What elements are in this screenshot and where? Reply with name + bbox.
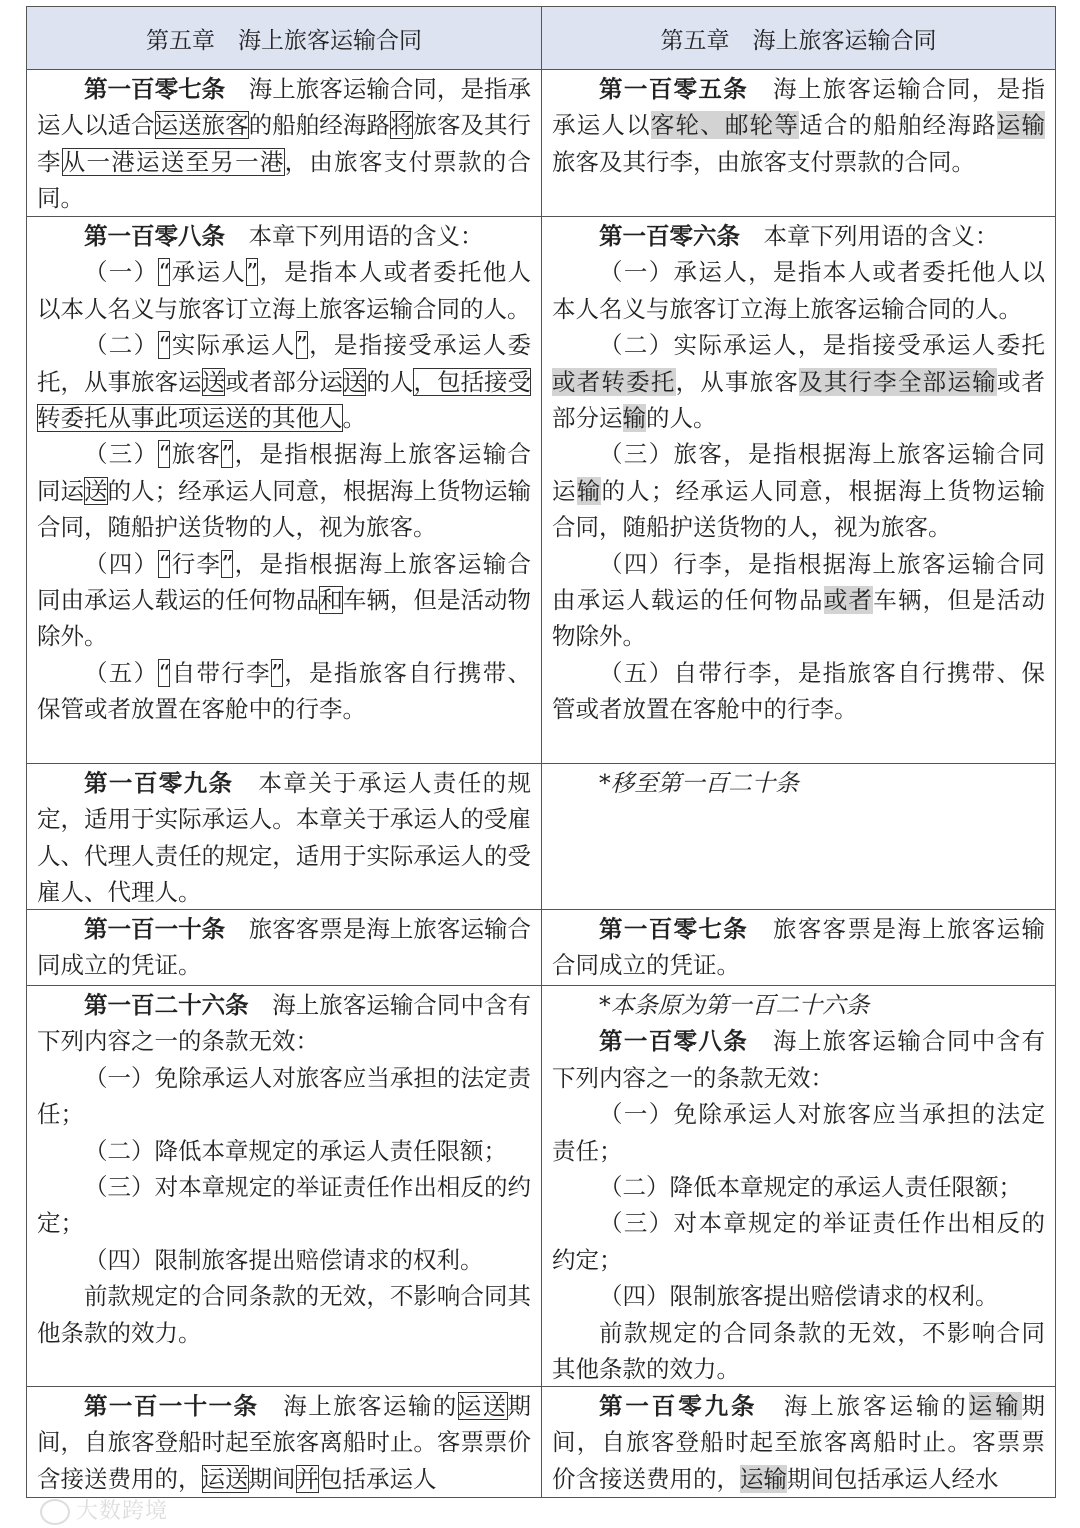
boxed-change: “ xyxy=(158,549,171,578)
text-segment: 本章下列用语的含义： xyxy=(740,222,999,250)
text-segment: 期间包括承运人经水 xyxy=(787,1464,999,1493)
boxed-change: ” xyxy=(246,258,259,287)
table-row xyxy=(27,986,1056,1387)
text-segment: 旅客 xyxy=(170,440,222,469)
table-row xyxy=(27,217,1056,764)
article-number: 第一百一十条 xyxy=(84,915,226,943)
cell-content xyxy=(37,71,531,215)
paragraph xyxy=(37,436,531,545)
text-segment: 包括承运人 xyxy=(319,1464,437,1493)
text-segment: 本章关于承运人责任的规定，适用于实际承运人。本章关于承运人的受雇人、代理人责任的规定，适用于实际承运人的受雇人、代理人。 xyxy=(37,769,531,907)
text-segment: 本章下列用语的含义： xyxy=(225,222,484,250)
article-number: 第一百零八条 xyxy=(599,1027,749,1056)
paragraph xyxy=(552,327,1045,436)
text-segment: （一）免除承运人对旅客应当承担的法定责任； xyxy=(37,1063,531,1129)
paragraph xyxy=(552,1315,1045,1385)
article-number: 第一百零九条 xyxy=(599,1392,758,1420)
paragraph xyxy=(37,1278,531,1351)
watermark xyxy=(40,1494,168,1525)
highlighted-change: 运输 xyxy=(740,1464,787,1493)
paragraph xyxy=(552,655,1045,728)
text-segment: 期间，自旅客登船时起至旅客离船时止。客票票价含接送费用的， xyxy=(37,1392,531,1493)
new-law-cell xyxy=(542,217,1056,764)
boxed-change: “ xyxy=(158,331,171,360)
text-segment: （三）旅客，是指根据海上旅客运输合同运 xyxy=(552,440,1045,505)
article-number: 第一百二十六条 xyxy=(84,991,249,1019)
cell-content xyxy=(552,71,1045,215)
paragraph xyxy=(37,911,531,984)
text-segment: ，是指本人或者委托他人以本人名义与旅客订立海上旅客运输合同的人。 xyxy=(37,258,531,323)
text-segment: 承运人 xyxy=(170,258,247,287)
text-segment: 或者部分运 xyxy=(552,367,1045,433)
table-row xyxy=(27,1387,1056,1498)
text-segment: （二）实际承运人，是指接受承运人委托 xyxy=(599,331,1045,360)
header-old-law: 第五章 海上旅客运输合同 xyxy=(27,7,542,70)
cell-content xyxy=(552,987,1045,1385)
cell-content xyxy=(37,911,531,984)
boxed-change: 运送 xyxy=(201,1464,249,1493)
paragraph xyxy=(552,71,1045,180)
paragraph xyxy=(552,1388,1045,1496)
boxed-change: 送 xyxy=(201,367,226,396)
boxed-change: 运送 xyxy=(457,1392,508,1420)
text-segment: 期间 xyxy=(248,1464,296,1493)
cell-content xyxy=(552,911,1045,984)
text-segment: （二）降低本章规定的承运人责任限额； xyxy=(84,1136,507,1165)
text-segment: （三）对本章规定的举证责任作出相反的约定； xyxy=(552,1209,1045,1274)
boxed-change: “ xyxy=(158,440,171,469)
new-law-cell xyxy=(542,764,1056,910)
text-segment: 自带行李 xyxy=(170,658,271,687)
boxed-change: ” xyxy=(295,331,308,360)
text-segment: （一）承运人，是指本人或者委托他人以本人名义与旅客订立海上旅客运输合同的人。 xyxy=(552,258,1045,323)
paragraph xyxy=(552,218,1045,254)
boxed-change: ” xyxy=(221,549,234,578)
text-segment: （五） xyxy=(84,658,159,687)
paragraph xyxy=(37,987,531,1060)
article-number: 第一百零六条 xyxy=(599,222,740,250)
highlighted-change: 客轮、邮轮等 xyxy=(650,111,800,140)
text-segment: 海上旅客运输合同中含有下列内容之一的条款无效： xyxy=(37,991,531,1056)
paragraph xyxy=(552,1096,1045,1169)
text-segment: ，是指根据海上旅客运输合同由承运人载运的任何物品 xyxy=(37,549,531,615)
text-segment: 海上旅客运输合同，是指承运人以 xyxy=(552,75,1045,140)
paragraph xyxy=(552,1169,1045,1205)
old-law-cell xyxy=(27,217,542,764)
highlighted-change: 运输 xyxy=(996,111,1045,140)
text-segment: （三） xyxy=(84,440,159,469)
cell-content xyxy=(37,765,531,908)
boxed-change: ，包括接受转委托从事此项运送的其他人 xyxy=(37,367,531,433)
text-segment: 车辆，但是活动物除外。 xyxy=(552,586,1045,651)
article-number: 第一百一十一条 xyxy=(84,1392,259,1420)
paragraph xyxy=(37,71,531,215)
text-segment: 海上旅客运输合同中含有下列内容之一的条款无效： xyxy=(552,1027,1045,1092)
table-row xyxy=(27,910,1056,986)
header-new-law: 第五章 海上旅客运输合同 xyxy=(542,7,1056,70)
text-segment: （三）对本章规定的举证责任作出相反的约定； xyxy=(37,1173,531,1238)
cell-content xyxy=(552,218,1045,762)
editor-note: *本条原为第一百二十六条 xyxy=(599,991,870,1019)
text-segment: 车辆，但是活动物除外。 xyxy=(37,586,531,651)
watermark-logo-icon xyxy=(40,1499,70,1525)
new-law-cell xyxy=(542,1387,1056,1498)
text-segment: 的人；经承运人同意，根据海上货物运输合同，随船护送货物的人，视为旅客。 xyxy=(37,476,531,542)
boxed-change: “ xyxy=(158,258,171,287)
text-segment: 前款规定的合同条款的无效，不影响合同其他条款的效力。 xyxy=(552,1318,1045,1384)
text-segment: （一） xyxy=(84,258,159,287)
text-segment: ，是指接受承运人委托，从事旅客运 xyxy=(37,331,531,396)
table-row xyxy=(27,70,1056,217)
cell-content xyxy=(552,765,1045,908)
article-number: 第一百零八条 xyxy=(84,222,225,250)
paragraph xyxy=(552,1023,1045,1096)
article-number: 第一百零七条 xyxy=(599,915,749,943)
text-segment: 旅客及其行李 xyxy=(37,111,531,176)
paragraph xyxy=(37,327,531,436)
boxed-change: “ xyxy=(158,658,171,687)
editor-note: *移至第一百二十条 xyxy=(599,769,799,797)
text-segment: 。 xyxy=(342,404,366,433)
text-segment: 或者部分运 xyxy=(225,367,343,396)
text-segment: 实际承运人 xyxy=(170,331,296,360)
paragraph xyxy=(37,655,531,728)
paragraph xyxy=(37,1060,531,1133)
new-law-cell xyxy=(542,910,1056,986)
text-segment: ，由旅客支付票款的合同。 xyxy=(37,147,531,213)
paragraph xyxy=(552,987,1045,1023)
paragraph xyxy=(37,218,531,254)
text-segment: 的人；经承运人同意，根据海上货物运输合同，随船护送货物的人，视为旅客。 xyxy=(552,476,1045,542)
text-segment: 适合的船舶经海路 xyxy=(799,111,997,140)
boxed-change: 并 xyxy=(295,1464,319,1493)
paragraph xyxy=(37,1169,531,1242)
text-segment: 旅客及其行李，由旅客支付票款的合同。 xyxy=(552,147,975,176)
text-segment: （四）限制旅客提出赔偿请求的权利。 xyxy=(84,1245,484,1274)
cell-content xyxy=(37,218,531,762)
highlighted-change: 或者 xyxy=(823,586,874,615)
paragraph xyxy=(552,1278,1045,1314)
highlighted-change: 输 xyxy=(576,476,602,505)
new-law-cell xyxy=(542,70,1056,217)
paragraph xyxy=(552,254,1045,327)
watermark-text: 大数跨境 xyxy=(76,1499,169,1524)
boxed-change: 将 xyxy=(389,111,414,140)
new-law-cell xyxy=(542,986,1056,1387)
text-segment: 的船舶经海路 xyxy=(248,111,390,140)
paragraph xyxy=(37,254,531,327)
paragraph xyxy=(37,765,531,908)
paragraph xyxy=(552,765,1045,801)
boxed-change: 从一港运送至另一港 xyxy=(61,147,285,176)
text-segment: 海上旅客运输的 xyxy=(757,1392,969,1420)
paragraph xyxy=(552,436,1045,545)
cell-content xyxy=(37,1388,531,1496)
text-segment: ，从事旅客 xyxy=(675,367,800,396)
text-segment: 的人。 xyxy=(646,404,717,433)
text-segment: （四）限制旅客提出赔偿请求的权利。 xyxy=(599,1282,999,1311)
paragraph xyxy=(37,546,531,655)
old-law-cell xyxy=(27,910,542,986)
paragraph xyxy=(37,1242,531,1278)
highlighted-change: 或者转委托 xyxy=(552,367,676,396)
table-body xyxy=(27,70,1056,1498)
boxed-change: 送 xyxy=(342,367,367,396)
article-number: 第一百零五条 xyxy=(599,75,749,103)
text-segment: 期间，自旅客登船时起至旅客离船时止。客票票价含接送费用的， xyxy=(552,1392,1045,1493)
text-segment: （四）行李，是指根据海上旅客运输合同由承运人载运的任何物品 xyxy=(552,549,1045,615)
boxed-change: 运送旅客 xyxy=(154,111,249,140)
text-segment: 行李 xyxy=(170,549,222,578)
paragraph xyxy=(37,1133,531,1169)
text-segment: ，是指根据海上旅客运输合同运 xyxy=(37,440,531,505)
article-number: 第一百零七条 xyxy=(84,75,226,103)
boxed-change: ” xyxy=(270,658,283,687)
paragraph xyxy=(552,911,1045,984)
text-segment: 海上旅客运输合同，是指承运人以适合 xyxy=(37,75,531,140)
paragraph xyxy=(552,1205,1045,1278)
paragraph xyxy=(552,546,1045,655)
old-law-cell xyxy=(27,1387,542,1498)
highlighted-change: 及其行李全部运输 xyxy=(799,367,997,396)
table-row xyxy=(27,764,1056,910)
text-segment: （五）自带行李，是指旅客自行携带、保管或者放置在客舱中的行李。 xyxy=(552,658,1045,724)
text-segment: ，是指旅客自行携带、保管或者放置在客舱中的行李。 xyxy=(37,658,531,724)
cell-content xyxy=(37,987,531,1385)
text-segment: 的人 xyxy=(366,367,414,396)
text-segment: （一）免除承运人对旅客应当承担的法定责任； xyxy=(552,1100,1045,1165)
boxed-change: 和 xyxy=(319,586,343,615)
text-segment: （二）降低本章规定的承运人责任限额； xyxy=(599,1173,1022,1202)
old-law-cell xyxy=(27,986,542,1387)
old-law-cell xyxy=(27,70,542,217)
text-segment: 旅客客票是海上旅客运输合同成立的凭证。 xyxy=(37,915,531,980)
cell-content xyxy=(552,1388,1045,1496)
text-segment: 前款规定的合同条款的无效，不影响合同其他条款的效力。 xyxy=(37,1282,531,1347)
comparison-table xyxy=(26,6,1056,1498)
highlighted-change: 输 xyxy=(622,404,646,433)
text-segment: （二） xyxy=(84,331,159,360)
text-segment: 海上旅客运输的 xyxy=(258,1392,458,1420)
text-segment: 旅客客票是海上旅客运输合同成立的凭证。 xyxy=(552,915,1045,980)
text-segment: （四） xyxy=(84,549,159,578)
old-law-cell xyxy=(27,764,542,910)
article-number: 第一百零九条 xyxy=(84,769,234,797)
boxed-change: ” xyxy=(221,440,234,469)
boxed-change: 送 xyxy=(84,476,108,505)
paragraph xyxy=(37,1388,531,1496)
header-row xyxy=(27,7,1056,70)
highlighted-change: 运输 xyxy=(968,1392,1022,1420)
